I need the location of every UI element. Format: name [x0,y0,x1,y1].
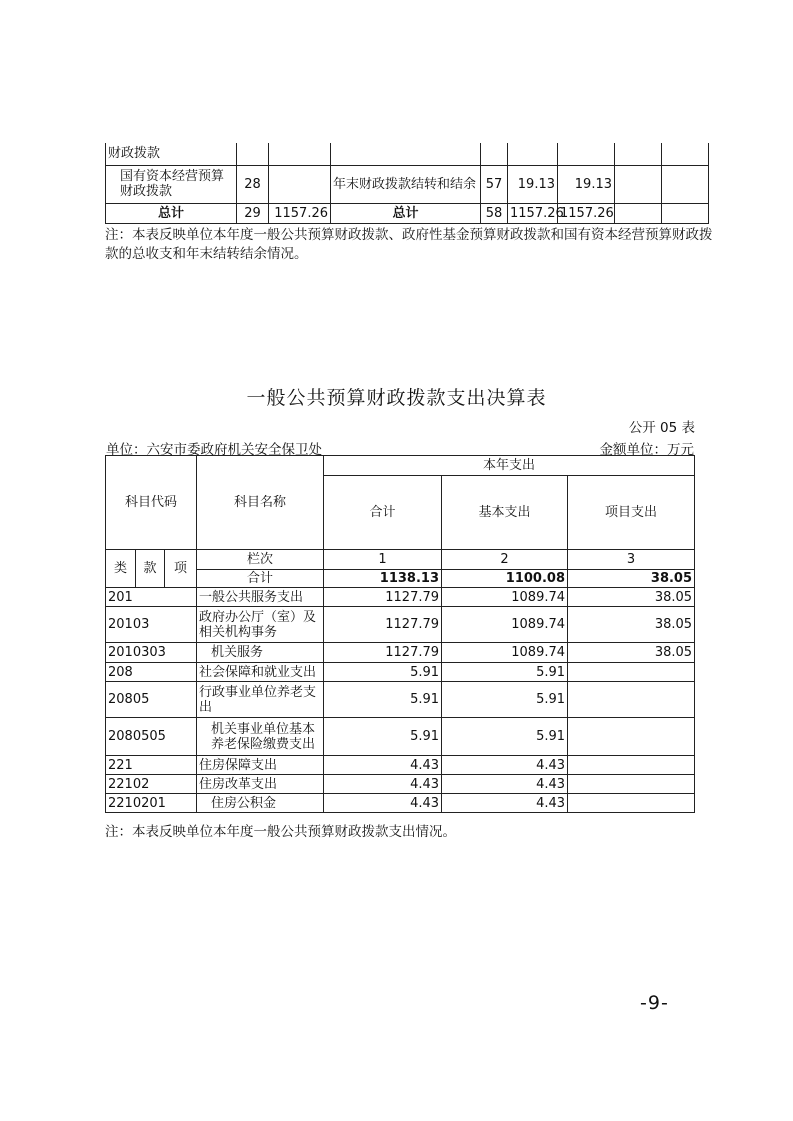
row-basic: 1089.74 [442,588,568,607]
table-row [106,643,695,663]
row-code: 2010303 [106,643,197,663]
row-code: 208 [106,663,197,682]
header-total: 合计 [324,476,442,550]
row-name: 机关服务 [197,643,324,663]
row-project [568,775,695,794]
row-project: 38.05 [568,588,695,607]
row-total: 4.43 [324,756,442,775]
amount-unit-label: 金额单位：万元 [599,442,694,458]
row-total: 5.91 [324,663,442,682]
table-row [106,165,709,203]
row-name: 住房保障支出 [197,756,324,775]
row-total: 5.91 [324,682,442,718]
cell-value: 1157.26 [558,203,615,223]
row-number: 58 [481,203,508,223]
row-label: 年末财政拨款结转和结余 [331,165,481,203]
cell-value: 1157.26 [269,203,331,223]
table-row [106,794,695,813]
row-code: 22102 [106,775,197,794]
header-project: 项目支出 [568,476,695,550]
header-lei: 类 [106,550,136,588]
cell-value: 1157.26 [508,203,558,223]
row-basic: 5.91 [442,718,568,756]
row-code: 20103 [106,607,197,643]
total-label: 总计 [331,203,481,223]
table-note: 注：本表反映单位本年度一般公共预算财政拨款、政府性基金预算财政拨款和国有资本经营预算财政拨款的总收支和年末结转结余情况。 [105,227,713,262]
column-number: 2 [442,550,568,570]
row-code: 2210201 [106,794,197,813]
header-kuan: 款 [136,550,165,588]
row-name: 机关事业单位基本养老保险缴费支出 [197,718,324,756]
row-project: 38.05 [568,607,695,643]
row-name: 一般公共服务支出 [197,588,324,607]
row-basic: 4.43 [442,794,568,813]
row-basic: 5.91 [442,682,568,718]
row-project [568,794,695,813]
row-code: 20805 [106,682,197,718]
table-code: 公开 05 表 [628,420,695,436]
page-title: 一般公共预算财政拨款支出决算表 [246,387,547,409]
total-value: 1138.13 [324,570,442,588]
column-number: 3 [568,550,695,570]
cell-value: 19.13 [558,165,615,203]
table-row [106,663,695,682]
row-project [568,663,695,682]
table-row [106,588,695,607]
row-number: 29 [237,203,269,223]
table-row [106,203,709,223]
row-basic: 1089.74 [442,607,568,643]
header-xiang: 项 [165,550,197,588]
row-project [568,718,695,756]
column-number: 1 [324,550,442,570]
row-name: 住房改革支出 [197,775,324,794]
row-project [568,682,695,718]
header-code: 科目代码 [106,456,197,550]
row-basic: 4.43 [442,756,568,775]
row-total: 4.43 [324,775,442,794]
header-column-label: 栏次 [197,550,324,570]
row-total: 4.43 [324,794,442,813]
row-number: 28 [237,165,269,203]
row-basic: 5.91 [442,663,568,682]
table-row [106,718,695,756]
row-label: 财政拨款 [106,143,237,165]
row-code: 221 [106,756,197,775]
row-total: 1127.79 [324,607,442,643]
row-label: 国有资本经营预算财政拨款 [106,165,237,203]
table-row [106,143,709,165]
row-number: 57 [481,165,508,203]
row-total: 1127.79 [324,643,442,663]
total-label: 合计 [197,570,324,588]
table-note: 注：本表反映单位本年度一般公共预算财政拨款支出情况。 [105,824,456,840]
cell-value: 19.13 [508,165,558,203]
page-number: -9- [640,992,669,1014]
row-total: 1127.79 [324,588,442,607]
row-name: 政府办公厅（室）及相关机构事务 [197,607,324,643]
row-basic: 4.43 [442,775,568,794]
table-row [106,775,695,794]
row-total: 5.91 [324,718,442,756]
total-project: 38.05 [568,570,695,588]
previous-table-fragment [105,143,709,224]
row-project: 38.05 [568,643,695,663]
total-basic: 1100.08 [442,570,568,588]
row-code: 201 [106,588,197,607]
row-project [568,756,695,775]
row-name: 行政事业单位养老支出 [197,682,324,718]
header-name: 科目名称 [197,456,324,550]
header-basic: 基本支出 [442,476,568,550]
table-row [106,682,695,718]
row-basic: 1089.74 [442,643,568,663]
table-row [106,756,695,775]
expense-table [105,455,695,813]
total-label: 总计 [106,203,237,223]
row-code: 2080505 [106,718,197,756]
row-name: 社会保障和就业支出 [197,663,324,682]
header-year-expense: 本年支出 [324,456,695,476]
table-row [106,607,695,643]
unit-label: 单位：六安市委政府机关安全保卫处 [106,442,322,458]
row-name: 住房公积金 [197,794,324,813]
